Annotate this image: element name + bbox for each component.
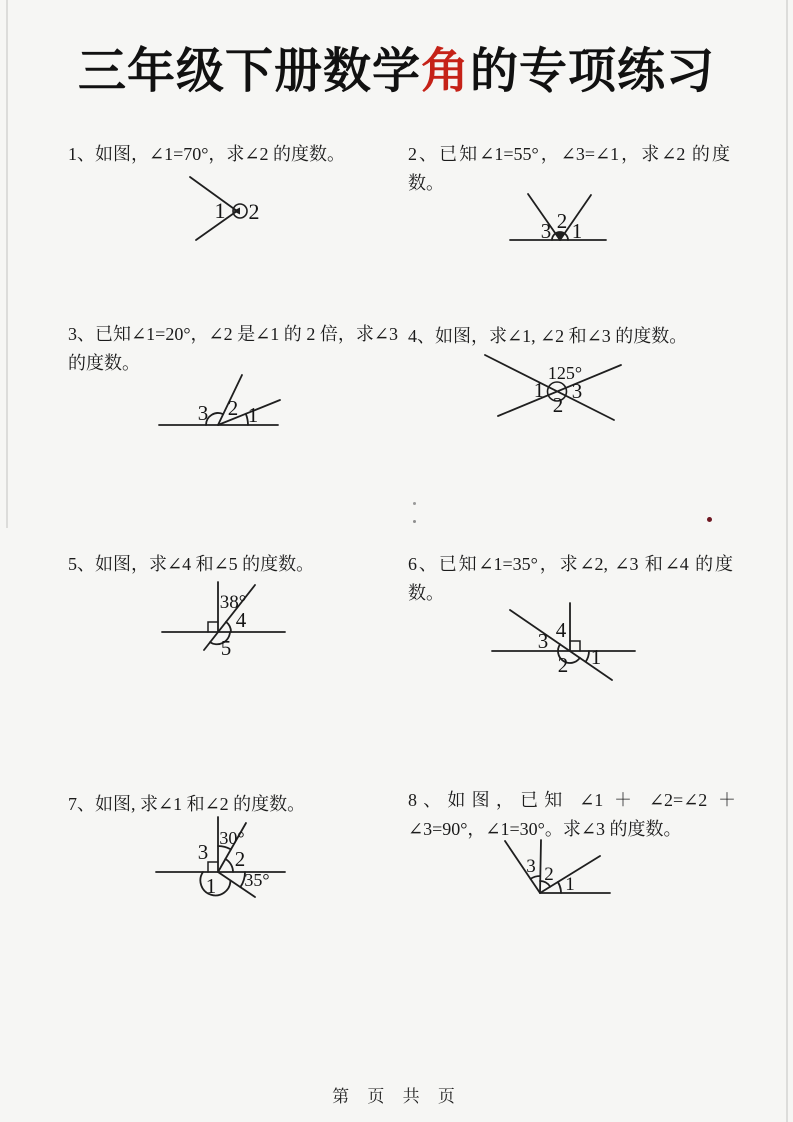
problem-6-diagram	[488, 596, 640, 690]
p6-right-angle-mark	[570, 641, 580, 651]
p1-angle2-label: 2	[248, 199, 260, 224]
p7-right-angle-mark	[208, 862, 218, 872]
p1-angle1-label: 1	[214, 198, 226, 223]
problem-6-text: 6、已知∠1=35°，求∠2, ∠3 和∠4 的度数。	[408, 554, 733, 603]
scan-dot-2	[413, 520, 416, 523]
problem-3-diagram	[156, 368, 286, 432]
p7-30deg-label: 30°	[219, 828, 245, 848]
problem-3-text: 3、已知∠1=20°，∠2 是∠1 的 2 倍，求∠3 的度数。	[68, 324, 398, 373]
p3-angle1-label: 1	[247, 403, 259, 427]
p7-arc-angle2	[225, 859, 233, 872]
scan-dot-red	[707, 517, 712, 522]
p1-ray-upper	[190, 177, 237, 211]
p8-angle1-label: 1	[565, 874, 575, 895]
p4-angle2-label: 2	[552, 393, 564, 417]
p2-angle1-label: 1	[571, 219, 583, 243]
p4-125deg-label: 125°	[547, 363, 583, 383]
problem-8-text: 8、如图，已知 ∠1 ＋ ∠2=∠2 ＋ ∠3=90°，∠1=30°。求∠3 的度数。	[408, 790, 736, 839]
p7-angle2-label: 2	[234, 847, 246, 871]
p8-arc-angle1	[558, 882, 561, 893]
p3-angle3-label: 3	[197, 401, 209, 425]
problem-4-diagram	[483, 352, 641, 442]
p5-right-angle-mark	[208, 622, 218, 632]
title-highlight: 角	[420, 45, 470, 98]
scan-dot-1	[413, 502, 416, 505]
problem-7-text: 7、如图, 求∠1 和∠2 的度数。	[68, 794, 306, 814]
p3-angle2-label: 2	[227, 396, 239, 420]
problem-1-diagram	[160, 166, 330, 262]
problem-2-text: 2、已知∠1=55°，∠3=∠1，求∠2 的度数。	[408, 144, 730, 193]
p7-35deg-label: 35°	[244, 870, 270, 890]
problem-4-text: 4、如图，求∠1, ∠2 和∠3 的度数。	[408, 326, 688, 346]
problem-8-diagram	[493, 836, 628, 902]
p6-angle2-label: 2	[557, 653, 569, 677]
problem-1-text: 1、如图，∠1=70°，求∠2 的度数。	[68, 144, 346, 164]
p6-angle3-label: 3	[537, 629, 549, 653]
p8-angle3-label: 3	[526, 856, 536, 877]
problem-2-diagram	[503, 190, 613, 252]
problem-5-text: 5、如图，求∠4 和∠5 的度数。	[68, 554, 315, 574]
problem-5-diagram	[156, 578, 290, 666]
p5-angle5-label: 5	[220, 636, 232, 660]
problem-7-diagram	[151, 813, 291, 908]
p6-angle4-label: 4	[555, 618, 567, 642]
p5-angle4-label: 4	[235, 608, 247, 632]
p8-angle2-label: 2	[544, 864, 554, 885]
scan-edge-right	[786, 0, 788, 1122]
p5-arc-angle4	[226, 622, 231, 632]
p4-angle3-label: 3	[571, 379, 583, 403]
p2-angle2-label: 2	[556, 209, 568, 233]
p4-angle1-label: 1	[533, 378, 545, 402]
p7-angle3-label: 3	[197, 840, 209, 864]
page-title	[0, 32, 793, 101]
p7-angle1-label: 1	[205, 874, 217, 898]
p5-38deg-label: 38°	[219, 592, 247, 613]
p2-angle3-label: 3	[540, 219, 552, 243]
p8-ray-vertical	[540, 840, 541, 893]
p6-arc-angle1	[586, 651, 589, 662]
title-suffix: 的专项练习	[470, 45, 716, 98]
p6-angle1-label: 1	[590, 645, 602, 669]
page-footer: 第 页 共 页	[332, 1087, 461, 1106]
title-prefix: 三年级下册数学	[77, 45, 421, 98]
